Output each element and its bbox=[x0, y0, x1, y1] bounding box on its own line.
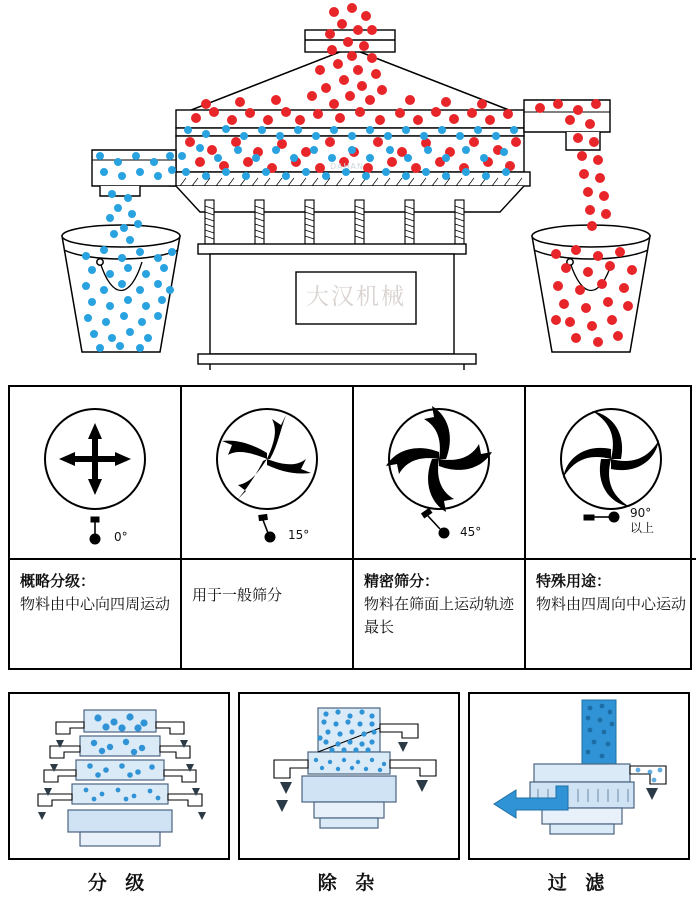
angle-text-45deg: 物料在筛面上运动轨迹最长 bbox=[364, 595, 515, 636]
angle-text-15deg: 用于一般筛分 bbox=[192, 586, 283, 604]
angle-label-0deg: 0° bbox=[114, 530, 128, 544]
machine-logo-text: DAHAN bbox=[330, 162, 364, 171]
angle-label-90deg-suffix: 以上 bbox=[630, 521, 655, 535]
angle-title-90deg: 特殊用途： bbox=[536, 572, 612, 590]
application-panel-grading bbox=[8, 692, 230, 910]
filtration-icon bbox=[470, 694, 688, 858]
angle-label-45deg: 45° bbox=[460, 525, 482, 539]
angle-table bbox=[8, 385, 692, 670]
application-panels bbox=[8, 692, 692, 910]
panel-caption-filtration: 过 滤 bbox=[547, 872, 611, 894]
angle-column-15deg bbox=[182, 387, 354, 668]
application-panel-impurity bbox=[238, 692, 460, 910]
angle-icon-cell-0deg bbox=[10, 387, 180, 560]
panel-caption-grading: 分 级 bbox=[87, 872, 151, 894]
angle-desc-45deg bbox=[354, 560, 524, 668]
angle-column-90deg bbox=[526, 387, 696, 668]
angle-desc-15deg bbox=[182, 560, 352, 668]
application-panel-filtration bbox=[468, 692, 690, 910]
angle-title-45deg: 精密筛分： bbox=[364, 572, 440, 590]
angle-title-0deg: 概略分级： bbox=[20, 572, 96, 590]
angle-icon-cell-15deg bbox=[182, 387, 352, 560]
angle-icon-cell-45deg bbox=[354, 387, 524, 560]
angle-text-90deg: 物料由四周向中心运动 bbox=[536, 595, 687, 613]
panel-caption-impurity: 除 杂 bbox=[317, 872, 381, 894]
impurity-removal-icon bbox=[240, 694, 458, 858]
angle-label-90deg: 90° bbox=[630, 506, 652, 520]
angle-column-45deg bbox=[354, 387, 526, 668]
watermark: 大汉机械 bbox=[306, 284, 406, 310]
angle-desc-0deg bbox=[10, 560, 180, 668]
angle-text-0deg: 物料由中心向四周运动 bbox=[20, 595, 171, 613]
top-illustration bbox=[0, 0, 700, 380]
multi-deck-grading-icon bbox=[10, 694, 228, 858]
angle-icon-cell-90deg bbox=[526, 387, 696, 560]
angle-desc-90deg bbox=[526, 560, 696, 668]
angle-column-0deg bbox=[10, 387, 182, 668]
angle-label-15deg: 15° bbox=[288, 528, 310, 542]
